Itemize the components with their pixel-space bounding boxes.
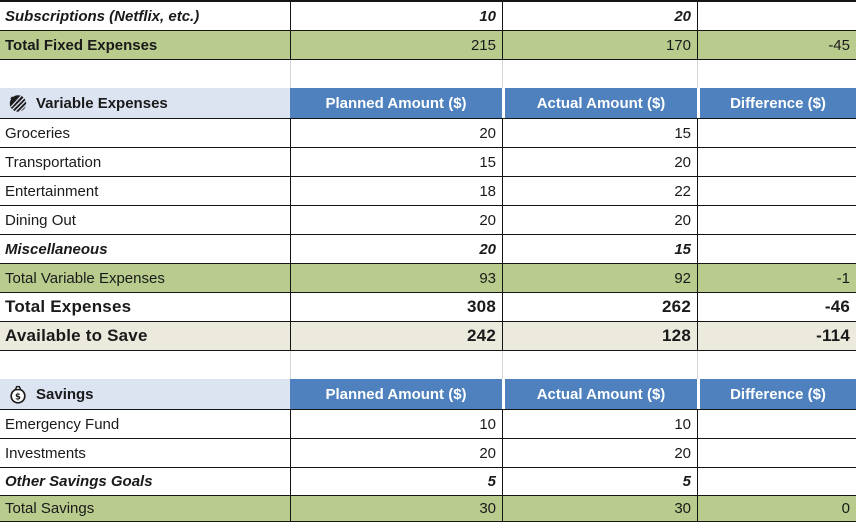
cell-available-label[interactable]: Available to Save [5,326,148,345]
cell-total-expenses-label[interactable]: Total Expenses [5,297,132,316]
section-title-savings[interactable] [0,379,290,409]
table-row [0,235,856,264]
cell-transportation-diff[interactable] [697,148,856,176]
cell-available-planned[interactable]: 242 [290,322,502,350]
cell-other-savings-label[interactable]: Other Savings Goals [5,473,153,490]
cell-available-actual[interactable]: 128 [502,322,697,350]
cell-subscriptions-diff[interactable] [697,2,856,30]
cell-total-expenses-diff[interactable]: -46 [697,293,856,321]
table-row-total-fixed [0,31,856,60]
section-title-variable-expenses[interactable] [0,88,290,118]
section-title-label: Variable Expenses [36,94,168,112]
cell-transportation-actual[interactable]: 20 [502,148,697,176]
empty-cell[interactable] [290,60,502,88]
cell-total-fixed-actual[interactable]: 170 [502,31,697,59]
cell-transportation-label[interactable]: Transportation [5,153,102,171]
cell-total-savings-label[interactable]: Total Savings [5,500,95,517]
cell-entertainment-planned[interactable]: 18 [290,177,502,205]
cell-miscellaneous-actual[interactable]: 15 [502,235,697,263]
table-row [0,119,856,148]
table-row-total-expenses [0,293,856,322]
cell-total-variable-label[interactable]: Total Variable Expenses [5,269,165,287]
cell-total-expenses-actual[interactable]: 262 [502,293,697,321]
table-row-available-to-save [0,322,856,351]
cell-dining-out-planned[interactable]: 20 [290,206,502,234]
spacer-row [0,351,856,379]
cell-total-savings-diff[interactable]: 0 [697,496,856,521]
empty-cell[interactable] [697,60,856,88]
column-header-planned[interactable]: Planned Amount ($) [290,379,502,409]
cell-emergency-fund-actual[interactable]: 10 [502,410,697,438]
cell-total-savings-actual[interactable]: 30 [502,496,697,521]
column-header-actual[interactable]: Actual Amount ($) [502,379,697,409]
cell-miscellaneous-label[interactable]: Miscellaneous [5,240,108,258]
yarn-ball-icon [7,93,28,114]
cell-other-savings-planned[interactable]: 5 [290,468,502,495]
column-header-planned[interactable]: Planned Amount ($) [290,88,502,118]
cell-entertainment-label[interactable]: Entertainment [5,182,99,200]
empty-cell[interactable] [290,351,502,379]
cell-dining-out-actual[interactable]: 20 [502,206,697,234]
cell-total-fixed-diff[interactable]: -45 [697,31,856,59]
table-row [0,148,856,177]
cell-entertainment-diff[interactable] [697,177,856,205]
cell-subscriptions-actual[interactable]: 20 [502,2,697,30]
column-header-difference[interactable]: Difference ($) [697,379,856,409]
cell-investments-planned[interactable]: 20 [290,439,502,467]
cell-investments-actual[interactable]: 20 [502,439,697,467]
cell-investments-label[interactable]: Investments [5,444,86,462]
svg-text:$: $ [14,392,21,403]
cell-miscellaneous-diff[interactable] [697,235,856,263]
cell-groceries-actual[interactable]: 15 [502,119,697,147]
cell-dining-out-diff[interactable] [697,206,856,234]
cell-groceries-label[interactable]: Groceries [5,124,71,142]
table-row [0,2,856,31]
cell-other-savings-actual[interactable]: 5 [502,468,697,495]
empty-cell[interactable] [502,60,697,88]
table-row [0,410,856,439]
cell-miscellaneous-planned[interactable]: 20 [290,235,502,263]
cell-subscriptions-planned[interactable]: 10 [290,2,502,30]
cell-groceries-diff[interactable] [697,119,856,147]
table-row-total-variable [0,264,856,293]
cell-investments-diff[interactable] [697,439,856,467]
cell-total-fixed-planned[interactable]: 215 [290,31,502,59]
empty-cell[interactable] [697,351,856,379]
cell-transportation-planned[interactable]: 15 [290,148,502,176]
spacer-row [0,60,856,88]
table-row [0,468,856,496]
cell-emergency-fund-label[interactable]: Emergency Fund [5,415,120,433]
empty-cell[interactable] [0,60,290,88]
column-header-difference[interactable]: Difference ($) [697,88,856,118]
cell-available-diff[interactable]: -114 [697,322,856,350]
cell-emergency-fund-planned[interactable]: 10 [290,410,502,438]
table-row [0,206,856,235]
column-header-actual[interactable]: Actual Amount ($) [502,88,697,118]
cell-total-fixed-label[interactable]: Total Fixed Expenses [5,36,158,54]
variable-expenses-header-row [0,88,856,119]
savings-header-row [0,379,856,410]
cell-total-variable-diff[interactable]: -1 [697,264,856,292]
cell-entertainment-actual[interactable]: 22 [502,177,697,205]
empty-cell[interactable] [502,351,697,379]
table-row-total-savings [0,496,856,522]
cell-total-savings-planned[interactable]: 30 [290,496,502,521]
section-title-label: Savings [36,385,94,403]
cell-emergency-fund-diff[interactable] [697,410,856,438]
cell-total-variable-planned[interactable]: 93 [290,264,502,292]
table-row [0,177,856,206]
money-bag-icon [7,384,28,405]
cell-subscriptions-label[interactable]: Subscriptions (Netflix, etc.) [5,7,200,25]
empty-cell[interactable] [0,351,290,379]
table-row [0,439,856,468]
cell-total-expenses-planned[interactable]: 308 [290,293,502,321]
cell-groceries-planned[interactable]: 20 [290,119,502,147]
cell-dining-out-label[interactable]: Dining Out [5,211,76,229]
cell-other-savings-diff[interactable] [697,468,856,495]
cell-total-variable-actual[interactable]: 92 [502,264,697,292]
